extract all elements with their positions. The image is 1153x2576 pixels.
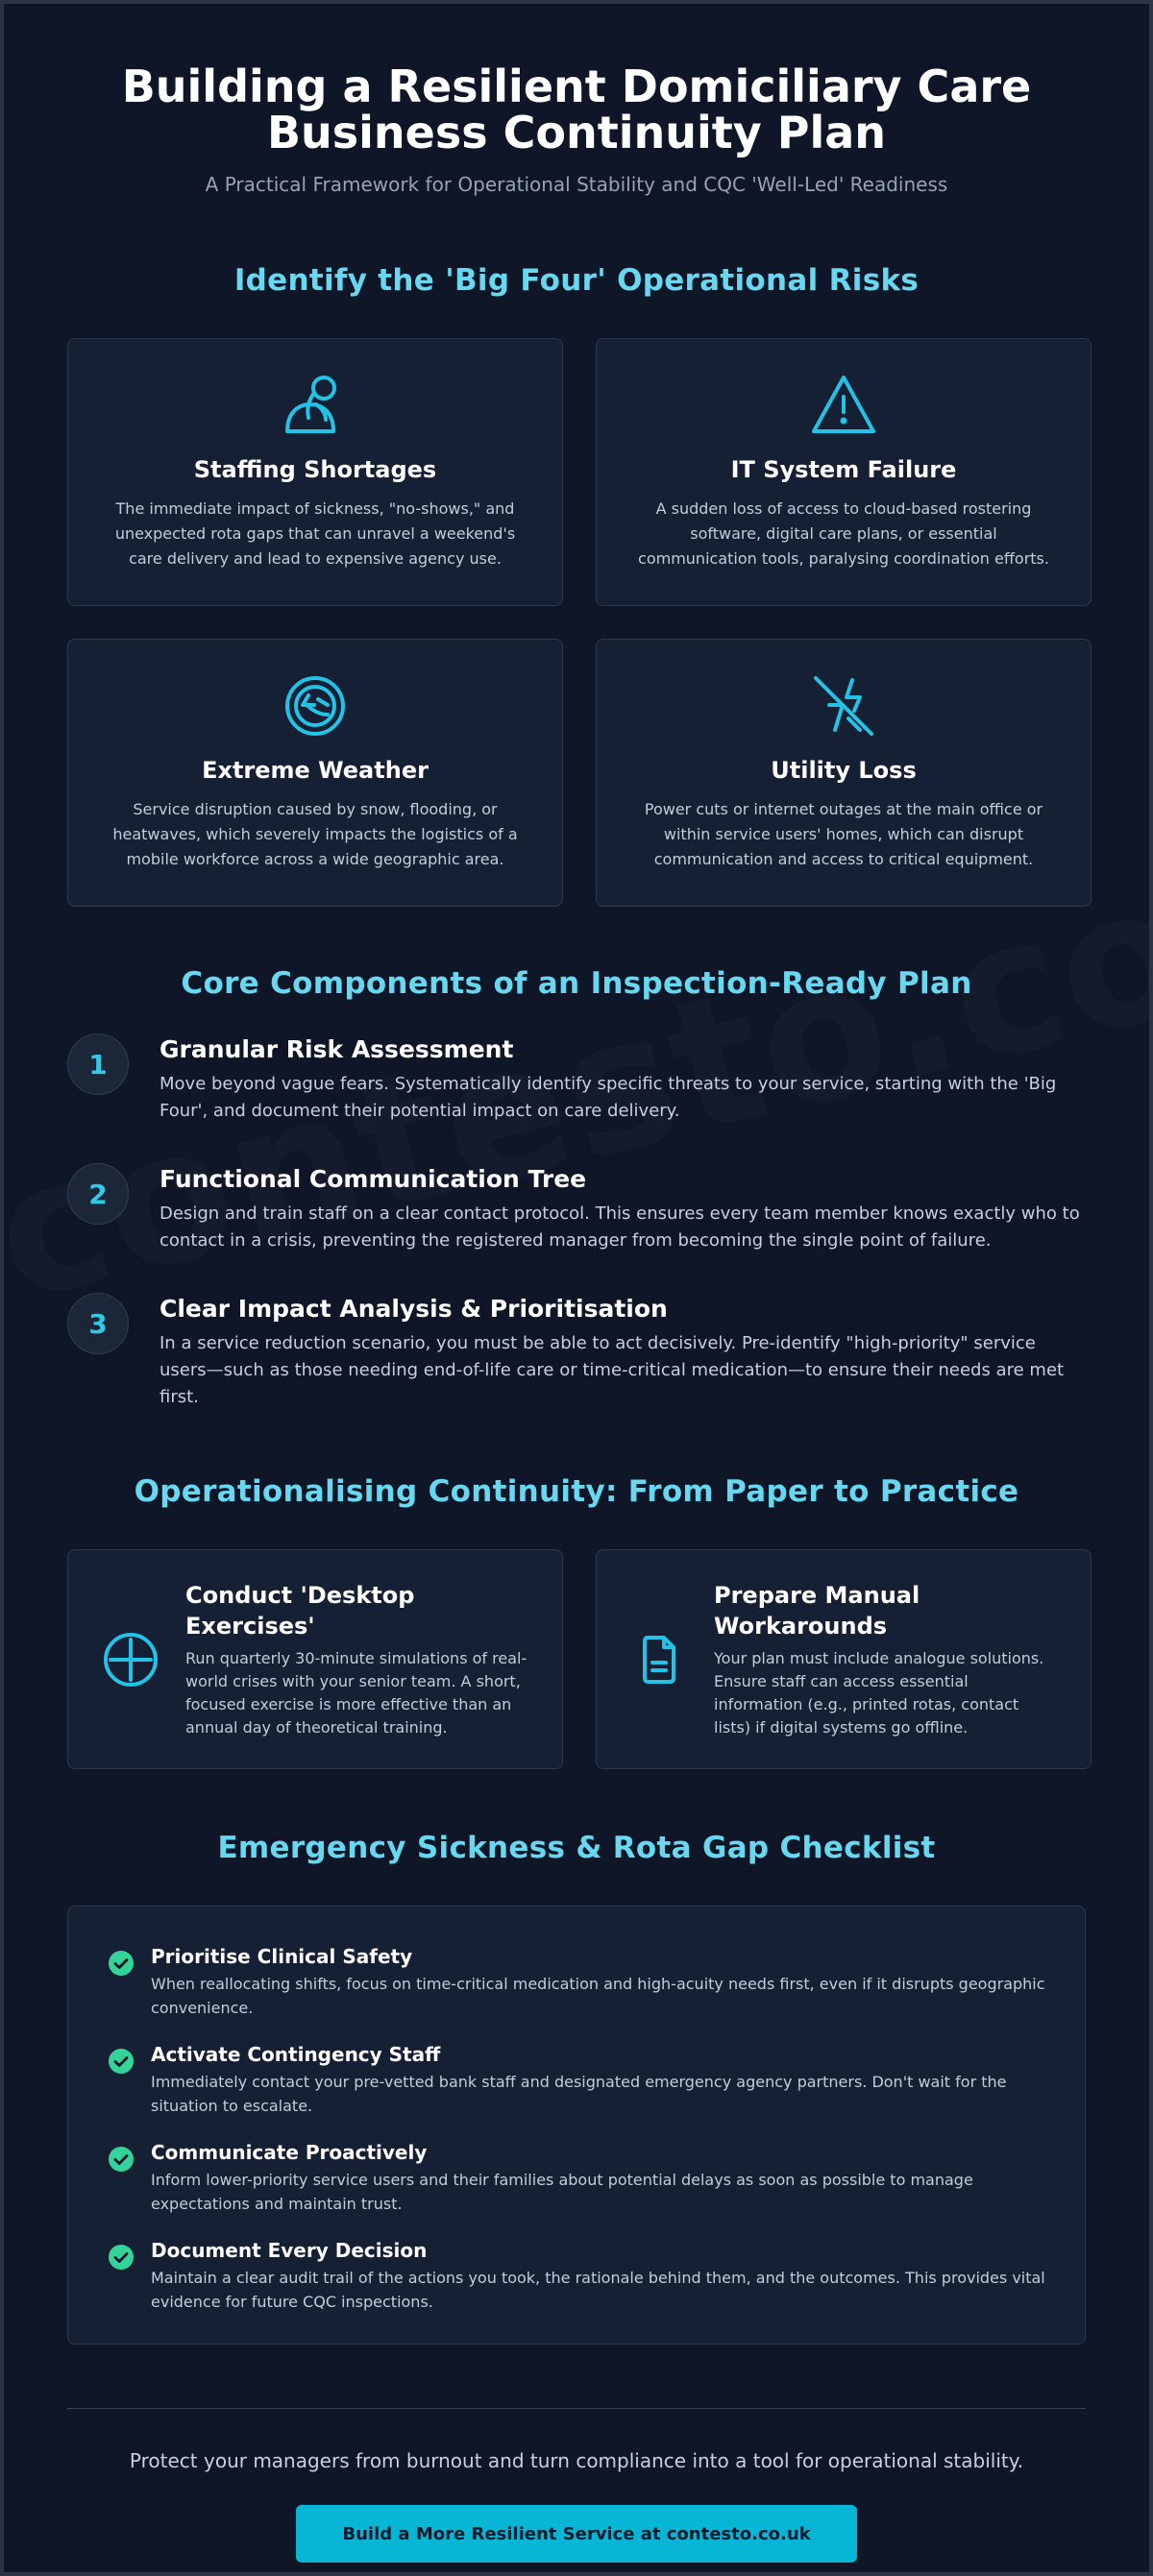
footer-divider: [67, 2408, 1086, 2409]
checklist-description: Immediately contact your pre-vetted bank staff and designated emergency agency partners. Don't wait for the situation to escalate.: [151, 2073, 1007, 2115]
component-item: [67, 1163, 1086, 1254]
check-circle-icon: [109, 2147, 134, 2172]
step-number: 3: [67, 1293, 129, 1354]
ops-card-manual-workarounds: [596, 1549, 1092, 1769]
risk-card-utility: [596, 639, 1092, 907]
risk-description: The immediate impact of sickness, "no-shows," and unexpected rota gaps that can unravel a weekend's care delivery and lead to expensive agency use.: [114, 499, 516, 568]
ops-title: Prepare Manual Workarounds: [714, 1581, 920, 1640]
risk-card-weather: [67, 639, 563, 907]
risk-title: IT System Failure: [730, 456, 957, 483]
checklist-item: [109, 2239, 1046, 2314]
risk-title: Staffing Shortages: [193, 456, 437, 483]
step-number: 2: [67, 1163, 129, 1225]
footer-text: Protect your managers from burnout and turn compliance into a tool for operational stability.: [129, 2449, 1024, 2472]
risk-title: Utility Loss: [771, 757, 917, 784]
checklist-title: Communicate Proactively: [151, 2141, 428, 2164]
checklist-description: Maintain a clear audit trail of the actions you took, the rationale behind them, and the outcomes. This provides vital evidence for future CQC inspections.: [151, 2269, 1045, 2311]
weather-icon: [282, 672, 349, 740]
warning-triangle-icon: [810, 372, 877, 439]
risk-description: Service disruption caused by snow, flooding, or heatwaves, which severely impacts the logistics of a mobile workforce across a wide geographic area.: [112, 800, 518, 868]
checklist-body: [151, 2043, 1046, 2118]
checklist-item: [109, 1945, 1046, 2020]
check-circle-icon: [109, 1951, 134, 1976]
ops-body: [714, 1580, 1058, 1739]
check-circle-icon: [109, 2049, 134, 2074]
risk-title: Extreme Weather: [202, 757, 429, 784]
components-section-title: Core Components of an Inspection-Ready Plan: [181, 966, 972, 1001]
component-item: [67, 1033, 1086, 1125]
component-body: [159, 1163, 1086, 1254]
risk-card-it-failure: [596, 338, 1092, 606]
content: [67, 63, 1086, 2563]
checklist-item: [109, 2043, 1046, 2118]
component-body: [159, 1033, 1086, 1125]
operations-section-title: Operationalising Continuity: From Paper to Practice: [134, 1474, 1019, 1509]
component-description: In a service reduction scenario, you must be able to act decisively. Pre-identify "high-priority" service users—such as those needing end-of-life care or time-critical medication—to ensure their needs are met first.: [159, 1333, 1065, 1407]
checklist-description: Inform lower-priority service users and their families about potential delays as soon as possible to manage expectations and maintain trust.: [151, 2171, 973, 2213]
component-body: [159, 1293, 1086, 1411]
cta-button[interactable]: Build a More Resilient Service at contesto.co.uk: [296, 2505, 857, 2563]
ops-body: [185, 1580, 529, 1739]
document-icon: [631, 1632, 687, 1688]
component-description: Design and train staff on a clear contact protocol. This ensures every team member knows exactly who to contact in a crisis, preventing the registered manager from becoming the single point of failure.: [159, 1203, 1080, 1251]
risk-description: A sudden loss of access to cloud-based rostering software, digital care plans, or essential communication tools, paralysing coordination efforts.: [638, 499, 1049, 568]
risk-card-staffing: [67, 338, 563, 606]
risk-grid: [67, 338, 1086, 907]
page-title-line-1: Building a Resilient Domiciliary Care: [121, 61, 1032, 112]
checklist-body: [151, 2239, 1046, 2314]
check-circle-icon: [109, 2245, 134, 2270]
checklist-title: Document Every Decision: [151, 2239, 428, 2262]
step-number: 1: [67, 1033, 129, 1095]
checklist-card: [67, 1906, 1086, 2345]
ops-title: Conduct 'Desktop Exercises': [185, 1581, 415, 1640]
checklist-body: [151, 2141, 1046, 2216]
page-title: [67, 63, 1086, 156]
ops-description: Run quarterly 30-minute simulations of real-world crises with your senior team. A short, focused exercise is more effective than an annual day of theoretical training.: [185, 1648, 527, 1737]
risks-section-title: Identify the 'Big Four' Operational Risks: [233, 263, 920, 298]
page-title-line-2: Business Continuity Plan: [266, 107, 887, 158]
checklist-description: When reallocating shifts, focus on time-critical medication and high-acuity needs first, even if it disrupts geographic convenience.: [151, 1975, 1045, 2017]
staff-icon: [282, 372, 349, 439]
checklist-body: [151, 1945, 1046, 2020]
power-off-icon: [810, 672, 877, 740]
risk-description: Power cuts or internet outages at the main office or within service users' homes, which can disrupt communication and access to critical equipment.: [644, 800, 1043, 868]
checklist-item: [109, 2141, 1046, 2216]
ops-description: Your plan must include analogue solutions. Ensure staff can access essential information (e.g., printed rotas, contact lists) if digital systems go offline.: [714, 1648, 1044, 1737]
ops-card-desktop-exercises: [67, 1549, 563, 1769]
checklist-title: Activate Contingency Staff: [151, 2043, 441, 2066]
plus-circle-icon: [103, 1632, 159, 1688]
checklist-section-title: Emergency Sickness & Rota Gap Checklist: [217, 1831, 936, 1865]
component-title: Clear Impact Analysis & Prioritisation: [159, 1295, 668, 1323]
checklist-title: Prioritise Clinical Safety: [151, 1945, 413, 1968]
component-title: Functional Communication Tree: [159, 1165, 587, 1193]
component-item: [67, 1293, 1086, 1411]
cta-wrapper: [67, 2505, 1086, 2563]
operations-grid: [67, 1549, 1086, 1769]
component-description: Move beyond vague fears. Systematically identify specific threats to your service, starting with the 'Big Four', and document their potential impact on care delivery.: [159, 1074, 1057, 1121]
component-title: Granular Risk Assessment: [159, 1035, 514, 1063]
page-subtitle: A Practical Framework for Operational Stability and CQC 'Well-Led' Readiness: [205, 173, 948, 196]
components-list: [67, 1033, 1086, 1411]
